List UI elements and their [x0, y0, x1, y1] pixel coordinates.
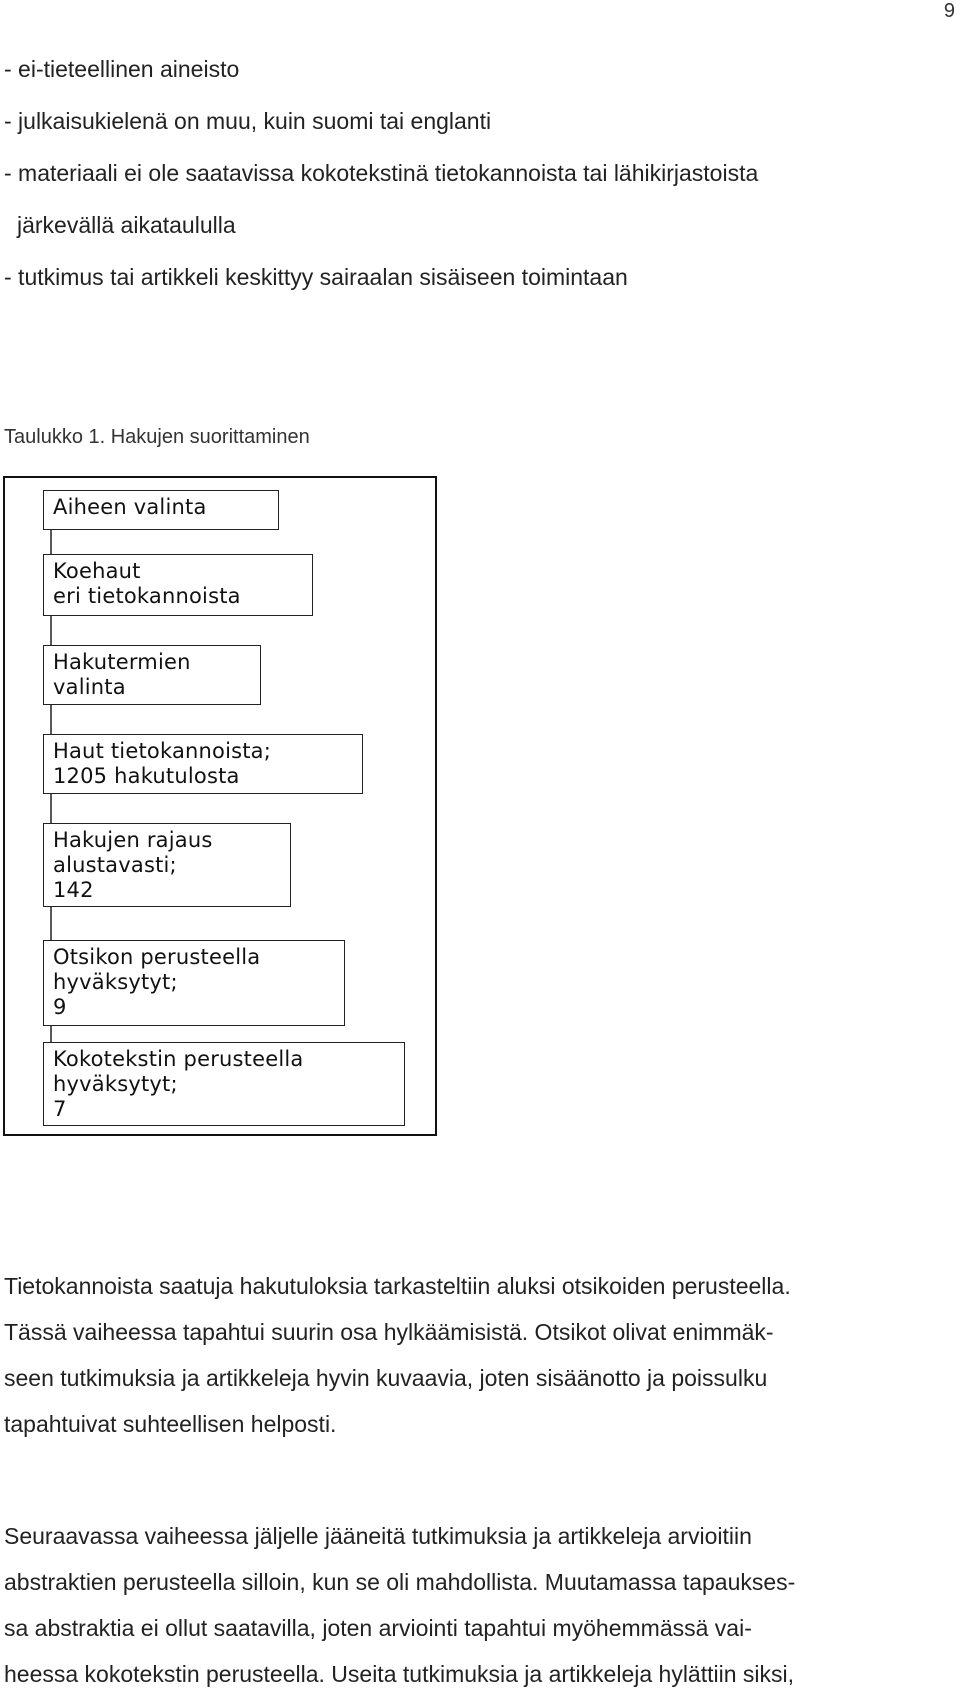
paragraph-line: sa abstraktia ei ollut saatavilla, joten arviointi tapahtui myöhemmässä vai- — [4, 1615, 752, 1641]
search-process-flowchart — [3, 476, 437, 1136]
flow-step-text: eri tietokannoista — [53, 584, 241, 608]
flow-step-text: hyväksytyt; — [53, 1072, 178, 1096]
flow-step-text: Hakujen rajaus — [53, 828, 213, 852]
criteria-item: - tutkimus tai artikkeli keskittyy sairaalan sisäiseen toimintaan — [4, 264, 628, 290]
paragraph-line: Tietokannoista saatuja hakutuloksia tarkasteltiin aluksi otsikoiden perusteella. — [4, 1273, 791, 1299]
criteria-item: - ei-tieteellinen aineisto — [4, 56, 240, 82]
paragraph-line: Seuraavassa vaiheessa jäljelle jääneitä tutkimuksia ja artikkeleja arvioitiin — [4, 1523, 752, 1549]
flow-step-text: 142 — [53, 878, 94, 902]
flow-step-text: Hakutermien — [53, 650, 191, 674]
flow-step-text: Koehaut — [53, 559, 141, 583]
paragraph-line: heessa kokotekstin perusteella. Useita tutkimuksia ja artikkeleja hylättiin siksi, — [4, 1661, 795, 1687]
flow-step-trial-searches — [43, 554, 313, 616]
flow-step-text: Haut tietokannoista; — [53, 739, 272, 763]
flow-step-text: valinta — [53, 675, 126, 699]
flow-step-title-accepted — [43, 940, 345, 1026]
paragraph-line: tapahtuivat suhteellisen helposti. — [4, 1411, 337, 1437]
flow-step-fulltext-accepted — [43, 1042, 405, 1126]
criteria-item: - materiaali ei ole saatavissa kokotekstinä tietokannoista tai lähikirjastoista — [4, 160, 759, 186]
paragraph-line: Tässä vaiheessa tapahtui suurin osa hylkäämisistä. Otsikot olivat enimmäk- — [4, 1319, 774, 1345]
flow-step-text: 9 — [53, 995, 67, 1019]
flow-step-search-terms — [43, 645, 261, 705]
body-paragraph — [4, 1513, 948, 1697]
body-paragraph — [4, 1263, 948, 1447]
flow-step-text: Otsikon perusteella — [53, 945, 261, 969]
flow-step-text: Aiheen valinta — [53, 495, 207, 519]
criteria-item: - julkaisukielenä on muu, kuin suomi tai englanti — [4, 108, 492, 134]
flow-step-text: hyväksytyt; — [53, 970, 178, 994]
paragraph-line: abstraktien perusteella silloin, kun se oli mahdollista. Muutamassa tapaukses- — [4, 1569, 796, 1595]
page-number: 9 — [943, 0, 955, 22]
table-caption: Taulukko 1. Hakujen suorittaminen — [4, 426, 310, 448]
flow-step-topic-selection — [43, 490, 279, 530]
flow-step-text: 7 — [53, 1097, 67, 1121]
exclusion-criteria-list — [4, 55, 944, 315]
flow-step-text: 1205 hakutulosta — [53, 764, 240, 788]
flow-step-database-searches — [43, 734, 363, 794]
paragraph-line: seen tutkimuksia ja artikkeleja hyvin kuvaavia, joten sisäänotto ja poissulku — [4, 1365, 768, 1391]
criteria-item-continuation: järkevällä aikataululla — [17, 212, 236, 238]
flow-step-preliminary-limiting — [43, 823, 291, 907]
flow-step-text: alustavasti; — [53, 853, 177, 877]
flow-step-text: Kokotekstin perusteella — [53, 1047, 304, 1071]
